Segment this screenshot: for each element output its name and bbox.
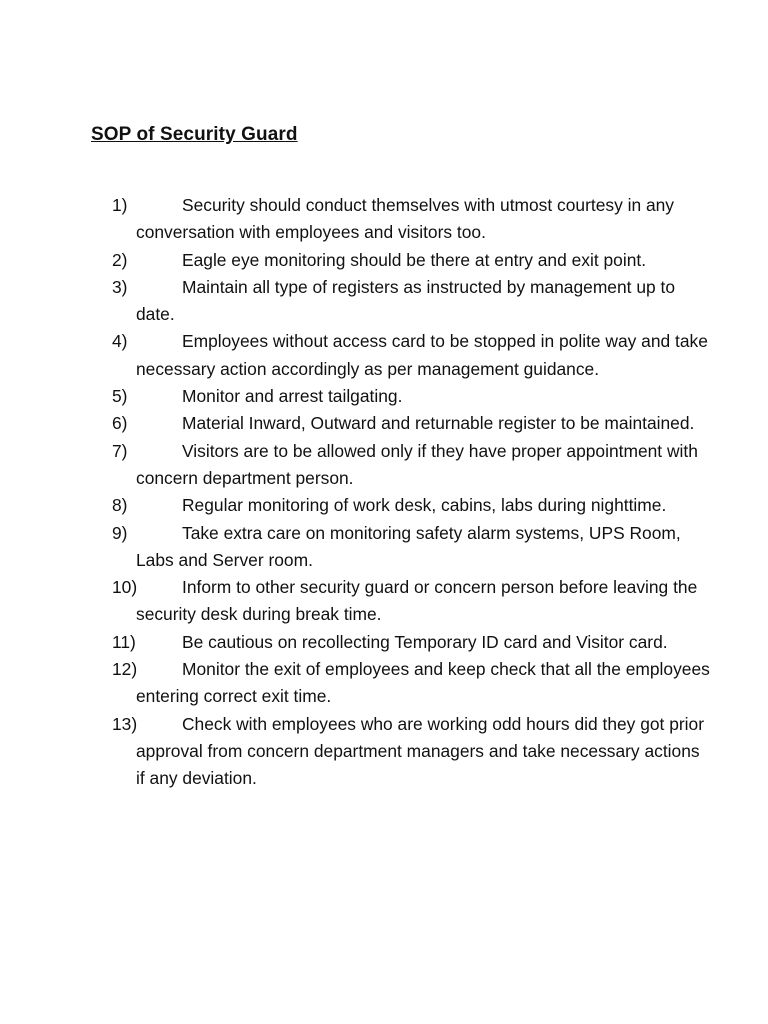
item-number: 3) [112,276,128,297]
item-text: Security should conduct themselves with utmost courtesy in any conversation with employees and visitors too. [136,195,674,243]
list-item [112,520,712,575]
item-text: Maintain all type of registers as instructed by management up to date. [136,276,675,325]
item-text: Employees without access card to be stopped in polite way and take necessary action accordingly as per management guidance. [136,331,708,379]
item-text: Visitors are to be allowed only if they have proper appointment with concern department person. [136,440,698,488]
item-number: 13) [112,713,138,734]
item-text: Take extra care on monitoring safety alarm systems, UPS Room, Labs and Server room. [136,522,681,570]
list-item [112,492,712,519]
item-text: Eagle eye monitoring should be there at entry and exit point. [182,249,647,270]
list-item [112,274,712,329]
sop-list [112,192,712,793]
item-text: Material Inward, Outward and returnable register to be maintained. [182,413,695,434]
item-number: 2) [112,249,128,270]
item-number: 9) [112,522,128,543]
list-item [112,410,712,437]
list-item [112,328,712,383]
list-item [112,438,712,493]
item-text: Regular monitoring of work desk, cabins, labs during nighttime. [182,495,667,516]
item-text: Inform to other security guard or concern person before leaving the security desk during break time. [136,577,698,625]
item-text: Check with employees who are working odd hours did they got prior approval from concern department managers and take necessary actions if any deviation. [136,713,704,789]
item-number: 6) [112,413,128,434]
item-number: 10) [112,577,138,598]
item-number: 12) [112,659,138,680]
list-item [112,383,712,410]
item-text: Be cautious on recollecting Temporary ID card and Visitor card. [182,631,668,652]
item-number: 7) [112,440,128,461]
list-item [112,192,712,247]
item-number: 8) [112,495,128,516]
item-text: Monitor the exit of employees and keep check that all the employees entering correct exit time. [136,659,710,707]
list-item [112,656,712,711]
item-number: 11) [112,631,136,652]
document-title: SOP of Security Guard [91,124,298,145]
list-item [112,711,712,793]
list-item [112,629,712,656]
item-text: Monitor and arrest tailgating. [182,386,403,407]
list-item [112,247,712,274]
item-number: 5) [112,386,128,407]
item-number: 1) [112,195,128,215]
list-item [112,574,712,629]
item-number: 4) [112,331,128,352]
